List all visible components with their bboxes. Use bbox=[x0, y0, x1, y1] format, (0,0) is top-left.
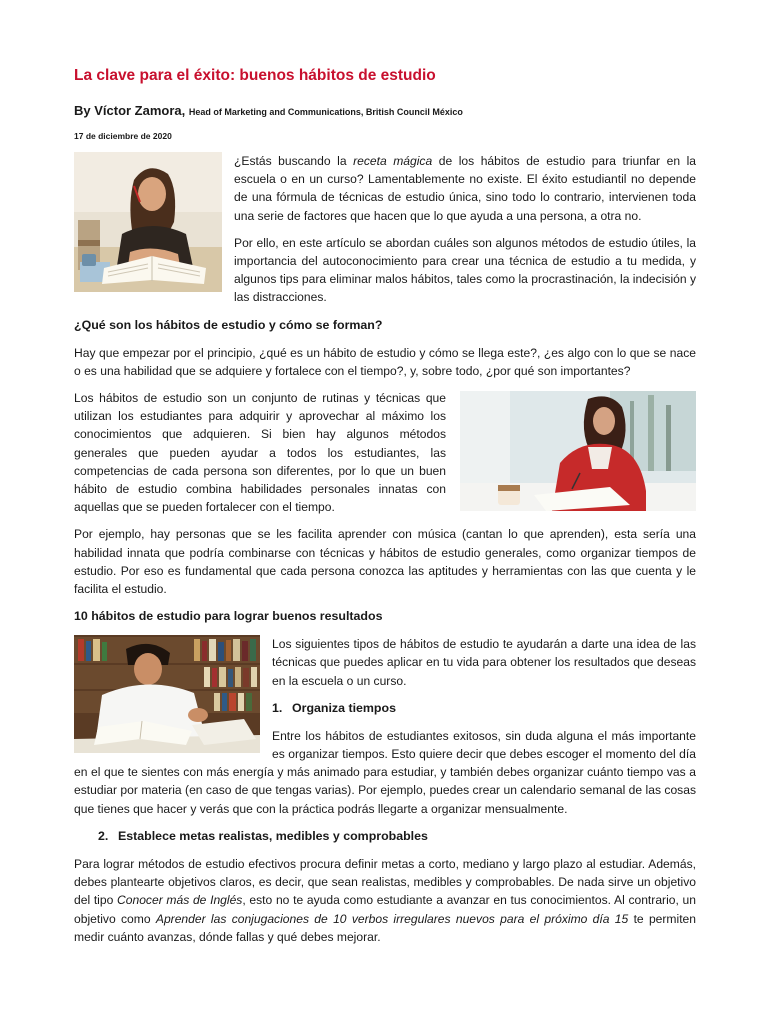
author-role: Head of Marketing and Communications, British Council México bbox=[188, 107, 463, 117]
intro-paragraph: ¿Estás buscando la receta mágica de los hábitos de estudio para triunfar en la escuela o en un curso? Lamentablemente no existe. El éxito estudiantil no depende de una fórmula de técnicas de estudio única, sino todo lo contrario, intervienen toda una serie de factores que hacen que lo que ayuda a una persona, a otra no. bbox=[234, 154, 696, 223]
byline bbox=[74, 102, 696, 121]
list-item-2: 2. Establece metas realistas, medibles y comprobables bbox=[98, 828, 428, 843]
paragraph-4: Los hábitos de estudio son un conjunto de rutinas y técnicas que utilizan los estudiantes para adquirir y aprovechar al máximo los conocimientos que adquieren. Si bien hay algunos métodos generales que pueden ayudar a todos los estudiantes, las competencias de cada persona son diferentes, por lo que un buen hábito de estudio combina habilidades personales innatas con aquellas que se pueden fortalecer con el tiempo. bbox=[74, 391, 446, 515]
photo-woman-studying-with-book bbox=[74, 152, 222, 292]
list-item-1: 1. Organiza tiempos bbox=[272, 700, 396, 715]
publish-date: 17 de diciembre de 2020 bbox=[74, 131, 172, 141]
paragraph-2: Por ello, en este artículo se abordan cuáles son algunos métodos de estudio útiles, la importancia del autoconocimiento para crear una técnica de estudio a tu medida, y algunos tips para eliminar malos hábitos, tales como la procrastinación, la indecisión y las distracciones. bbox=[234, 235, 696, 305]
paragraph-7: Entre los hábitos de estudiantes exitosos, sin duda alguna el más importante es organizar tiempos. Esto quiere decir que debes escoger el momento del día en el que te sientes con más energía y más animado para estudiar, y también debes organizar cuánto tiempo vas a estudiar por materia (en caso de que tengas varias). Por ejemplo, puedes crear un calendario semanal de las cosas que tienes que hacer y verás que con la práctica podrás llegarte a organizar mensualmente. bbox=[74, 728, 696, 816]
photo-woman-red-shirt-writing bbox=[460, 391, 696, 511]
paragraph-5: Por ejemplo, hay personas que se les facilita aprender con música (cantan lo que aprenden), esta sería una habilidad innata que podría combinarse con técnicas y hábitos de estudio generales, como organizar tiempos de estudio. Por eso es fundamental que cada persona conozca las aptitudes y herramientas con las que cuenta y le facilita el estudio. bbox=[74, 527, 696, 597]
section-heading-1: ¿Qué son los hábitos de estudio y cómo se forman? bbox=[74, 317, 383, 332]
paragraph-8: Para lograr métodos de estudio efectivos procura definir metas a corto, mediano y largo plazo al estudiar. Además, debes plantearte objetivos claros, es decir, que sean realistas, medibles y comprobables. De nada sirve un objetivo del tipo Conocer más de Inglés, esto no te ayuda como estudiante a avanzar en tus conocimientos. Al contrario, un objetivo como Aprender las conjugaciones de 10 verbos irregulares nuevos para el próximo día 15 te permiten medir cuánto avanzas, dónde fallas y qué debes mejorar. bbox=[74, 856, 697, 944]
photo-boy-studying-library bbox=[74, 635, 260, 753]
article-title: La clave para el éxito: buenos hábitos de estudio bbox=[74, 67, 436, 84]
section-heading-2: 10 hábitos de estudio para lograr buenos resultados bbox=[74, 609, 383, 624]
author-name: By Víctor Zamora, bbox=[74, 103, 186, 118]
paragraph-3: Hay que empezar por el principio, ¿qué es un hábito de estudio y cómo se llega este?, ¿es algo con lo que se nace o es una habilidad que se adquiere y fortalece con el tiempo?, y, sobre todo, ¿por qué son importantes? bbox=[74, 345, 696, 378]
paragraph-6: Los siguientes tipos de hábitos de estudio te ayudarán a darte una idea de las técnicas que puedes aplicar en tu vida para obtener los resultados que deseas en la escuela o un curso. bbox=[272, 637, 696, 688]
